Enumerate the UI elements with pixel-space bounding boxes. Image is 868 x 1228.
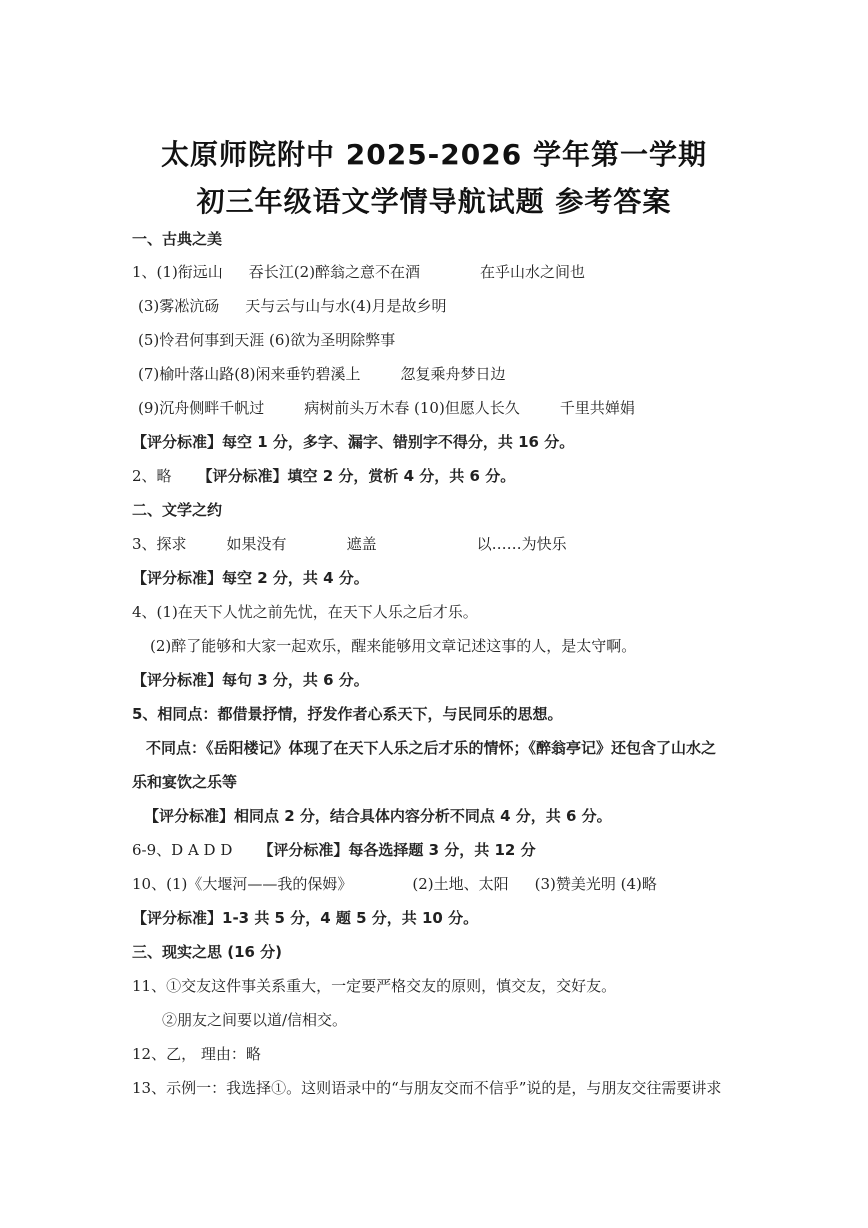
- section-heading-3: 三、现实之思 (16 分): [132, 943, 283, 961]
- document-title-line2: 初三年级语文学情导航试题 参考答案: [196, 185, 672, 218]
- section-heading-2: 二、文学之约: [132, 501, 223, 519]
- answer-text: 在乎山水之间也: [480, 263, 586, 281]
- answer-q6-9: [132, 840, 536, 860]
- scoring-standard-10: 【评分标准】1-3 共 5 分，4 题 5 分，共 10 分。: [132, 909, 479, 927]
- scoring-standard-2: 【评分标准】填空 2 分，赏析 4 分，共 6 分。: [197, 467, 516, 485]
- answer-q13: 13、示例一：我选择①。这则语录中的“与朋友交而不信乎”说的是，与朋友交往需要讲求: [132, 1079, 722, 1097]
- answer-text: 天与云与山与水(4)月是故乡明: [245, 297, 447, 315]
- answer-q1-line5: [138, 398, 635, 418]
- answer-text: 病树前头万木春 (10)但愿人长久: [304, 399, 520, 417]
- answer-text: 以……为快乐: [476, 535, 567, 553]
- answer-q5-line3: 乐和宴饮之乐等: [132, 773, 238, 791]
- scoring-standard-5: 【评分标准】相同点 2 分，结合具体内容分析不同点 4 分，共 6 分。: [144, 807, 612, 825]
- answer-q1-line1: [132, 262, 585, 282]
- answer-text: 2、略: [132, 467, 172, 485]
- scoring-standard-4: 【评分标准】每句 3 分，共 6 分。: [132, 671, 369, 689]
- answer-text: 3、探求: [132, 535, 187, 553]
- answer-q4-line2: (2)醉了能够和大家一起欢乐，醒来能够用文章记述这事的人，是太守啊。: [150, 637, 637, 655]
- document-title-line1: 太原师院附中 2025-2026 学年第一学期: [161, 138, 707, 171]
- answer-q11-line1: 11、①交友这件事关系重大，一定要严格交友的原则，慎交友，交好友。: [132, 977, 617, 995]
- answer-q1-line3: (5)怜君何事到天涯 (6)欲为圣明除弊事: [138, 331, 396, 349]
- answer-q3: [132, 534, 567, 554]
- answer-q5-line2: 不同点：《岳阳楼记》体现了在天下人乐之后才乐的情怀；《醉翁亭记》还包含了山水之: [146, 739, 717, 757]
- section-heading-1: 一、古典之美: [132, 230, 223, 248]
- answer-q4-line1: 4、(1)在天下人忧之前先忧，在天下人乐之后才乐。: [132, 603, 478, 621]
- answer-text: 1、(1)衔远山: [132, 263, 223, 281]
- answer-text: 千里共婵娟: [559, 399, 635, 417]
- answer-text: (9)沉舟侧畔千帆过: [138, 399, 265, 417]
- answer-q11-line2: ②朋友之间要以道/信相交。: [162, 1011, 348, 1029]
- answer-text: (3)雾凇沆砀: [138, 297, 220, 315]
- answer-text: 吞长江(2)醉翁之意不在酒: [248, 263, 421, 281]
- answer-q1-line2: [138, 296, 447, 316]
- scoring-standard-1: 【评分标准】每空 1 分，多字、漏字、错别字不得分，共 16 分。: [132, 433, 575, 451]
- answer-q12: 12、乙， 理由：略: [132, 1045, 261, 1063]
- answer-q10: [132, 874, 657, 894]
- answer-text: 10、(1)《大堰河——我的保姆》: [132, 875, 353, 893]
- answer-text: (2)土地、太阳: [412, 875, 509, 893]
- answer-q1-line4: [138, 364, 506, 384]
- answer-q5-line1: 5、相同点：都借景抒情，抒发作者心系天下，与民同乐的思想。: [132, 705, 563, 723]
- answer-text: (3)赞美光明 (4)略: [534, 875, 657, 893]
- answer-text: 如果没有: [226, 535, 287, 553]
- answer-text: (7)榆叶落山路(8)闲来垂钓碧溪上: [138, 365, 361, 383]
- answer-text: 遮盖: [346, 535, 377, 553]
- scoring-standard-3: 【评分标准】每空 2 分，共 4 分。: [132, 569, 369, 587]
- answer-q2: [132, 466, 515, 486]
- answer-text: 6-9、D A D D: [132, 841, 233, 859]
- scoring-standard-6-9: 【评分标准】每各选择题 3 分，共 12 分: [258, 841, 536, 859]
- answer-text: 忽复乘舟梦日边: [400, 365, 506, 383]
